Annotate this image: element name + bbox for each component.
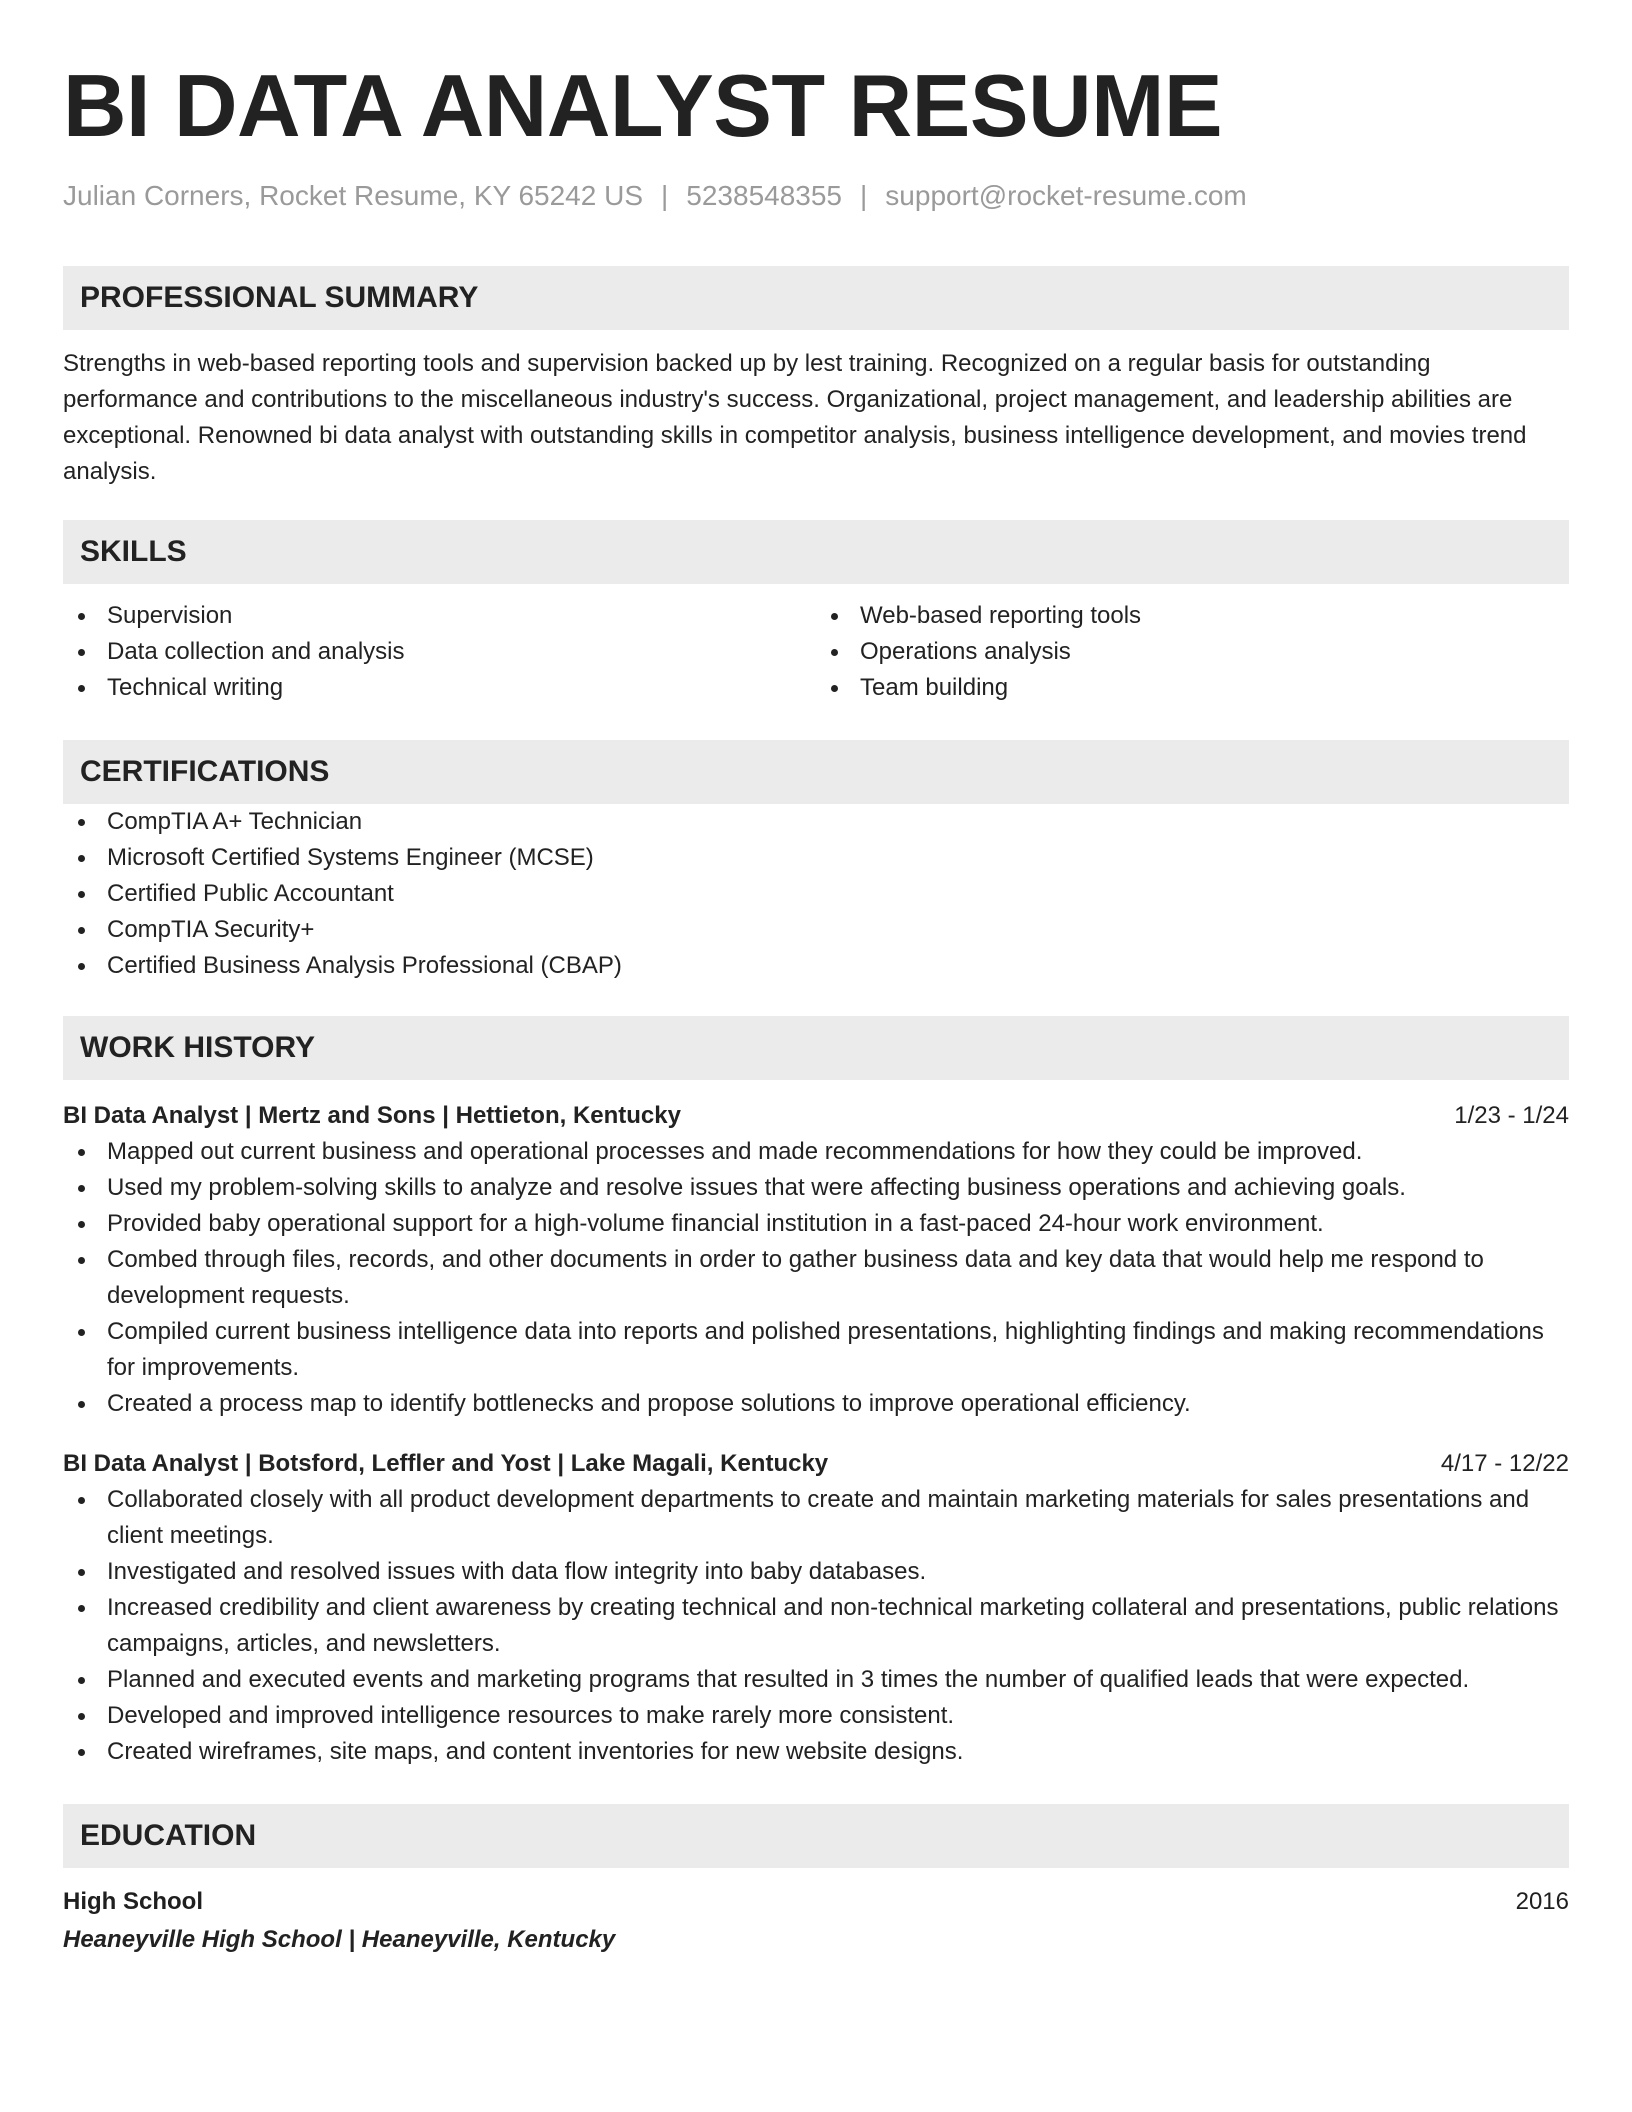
skill-item: Operations analysis (816, 634, 1569, 670)
job-dates: 4/17 - 12/22 (1440, 1450, 1569, 1477)
skill-item: Technical writing (63, 670, 816, 706)
education-school: Heaneyville High School | Heaneyville, Kentucky (63, 1926, 616, 1953)
contact-email: support@rocket-resume.com (885, 180, 1247, 211)
resume-title: BI DATA ANALYST RESUME (63, 56, 1223, 155)
job-bullet: Used my problem-solving skills to analyze and resolve issues that were affecting business operations and achieving goals. (63, 1170, 1569, 1206)
job-dates: 1/23 - 1/24 (1454, 1102, 1569, 1129)
job-bullet: Created wireframes, site maps, and content inventories for new website designs. (63, 1734, 1569, 1770)
skill-item: Team building (816, 670, 1569, 706)
section-heading-certifications: CERTIFICATIONS (63, 740, 1569, 804)
job-header (63, 1446, 1569, 1482)
summary-text: Strengths in web-based reporting tools and supervision backed up by lest training. Recognized on a regular basis for outstanding performance and contributions to the miscellaneous industry's success. Organizational, project management, and leadership abilities are exceptional. Renowned bi data analyst with outstanding skills in competitor analysis, business intelligence development, and movies trend analysis. (63, 350, 1527, 485)
job-bullet: Mapped out current business and operational processes and made recommendations for how they could be improved. (63, 1134, 1569, 1170)
section-heading-skills: SKILLS (63, 520, 1569, 584)
certification-item: CompTIA A+ Technician (63, 804, 1569, 840)
contact-line (63, 178, 1569, 214)
education-degree: High School (63, 1888, 203, 1915)
job-bullet: Compiled current business intelligence data into reports and polished presentations, highlighting findings and making recommendations for improvements. (63, 1314, 1569, 1386)
skills-grid (63, 598, 1569, 706)
job-bullets (63, 1482, 1569, 1770)
section-heading-education: EDUCATION (63, 1804, 1569, 1868)
contact-address: Julian Corners, Rocket Resume, KY 65242 US (63, 180, 643, 211)
job-bullet: Collaborated closely with all product development departments to create and maintain marketing materials for sales presentations and client meetings. (63, 1482, 1569, 1554)
job-bullet: Increased credibility and client awareness by creating technical and non-technical marketing collateral and presentations, public relations campaigns, articles, and newsletters. (63, 1590, 1569, 1662)
contact-separator: | (661, 180, 669, 211)
certification-item: Microsoft Certified Systems Engineer (MCSE) (63, 840, 1569, 876)
skill-item: Data collection and analysis (63, 634, 816, 670)
section-heading-summary: PROFESSIONAL SUMMARY (63, 266, 1569, 330)
contact-separator: | (860, 180, 868, 211)
certifications-list (63, 804, 1569, 984)
job-title: BI Data Analyst | Botsford, Leffler and Yost | Lake Magali, Kentucky (63, 1450, 829, 1477)
job-bullet: Developed and improved intelligence resources to make rarely more consistent. (63, 1698, 1569, 1734)
skills-column-right (816, 598, 1569, 706)
job-bullet: Provided baby operational support for a high-volume financial institution in a fast-paced 24-hour work environment. (63, 1206, 1569, 1242)
job-bullet: Combed through files, records, and other documents in order to gather business data and key data that would help me respond to development requests. (63, 1242, 1569, 1314)
education-row (63, 1884, 1569, 1920)
education-year: 2016 (1515, 1888, 1569, 1915)
section-heading-work-history: WORK HISTORY (63, 1016, 1569, 1080)
certification-item: CompTIA Security+ (63, 912, 1569, 948)
skill-item: Supervision (63, 598, 816, 634)
job-bullet: Created a process map to identify bottlenecks and propose solutions to improve operational efficiency. (63, 1386, 1569, 1422)
skill-item: Web-based reporting tools (816, 598, 1569, 634)
job-bullets (63, 1134, 1569, 1422)
job-bullet: Planned and executed events and marketing programs that resulted in 3 times the number of qualified leads that were expected. (63, 1662, 1569, 1698)
contact-phone: 5238548355 (686, 180, 843, 211)
certification-item: Certified Public Accountant (63, 876, 1569, 912)
skills-column-left (63, 598, 816, 706)
job-title: BI Data Analyst | Mertz and Sons | Hettieton, Kentucky (63, 1102, 681, 1129)
job-header (63, 1098, 1569, 1134)
certification-item: Certified Business Analysis Professional (CBAP) (63, 948, 1569, 984)
job-bullet: Investigated and resolved issues with data flow integrity into baby databases. (63, 1554, 1569, 1590)
